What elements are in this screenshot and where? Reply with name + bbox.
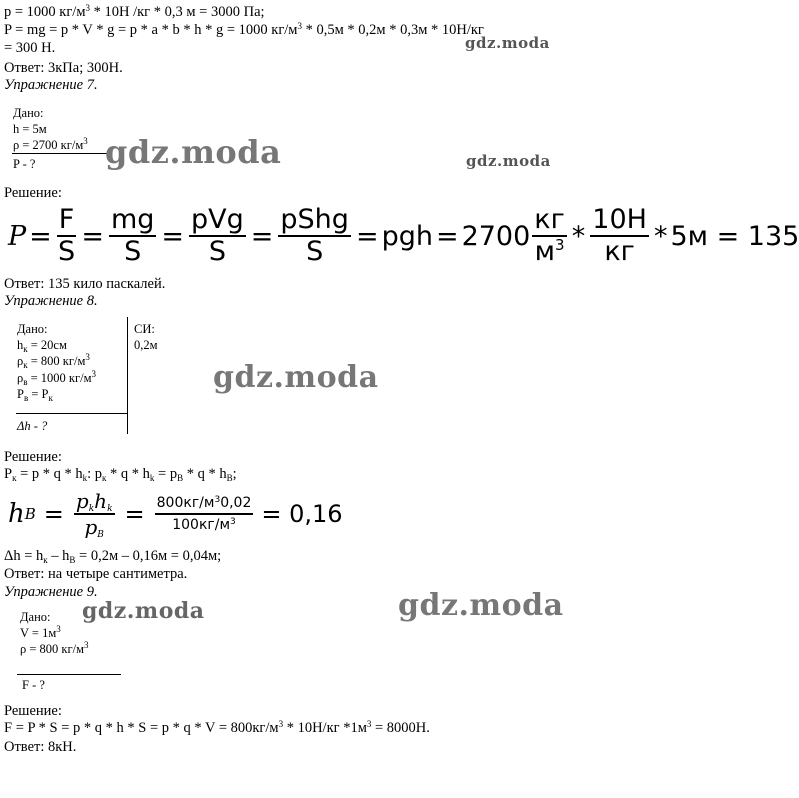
ex7-answer: Ответ: 135 кило паскалей.	[4, 276, 166, 292]
ex8-given-h: $h_к = 20см$	[17, 338, 67, 354]
ex8-si-value: 0,2м	[134, 338, 158, 352]
given-divider	[12, 153, 107, 154]
ex7-given-label: Дано:	[13, 106, 44, 120]
ex8-find: Δh - ?	[17, 419, 48, 433]
watermark: gdz.moda	[466, 152, 551, 170]
ex9-given-label: Дано:	[20, 610, 51, 624]
ex9-given-v: $V = 1м^3$	[20, 624, 61, 640]
ex9-title: Упражнение 9.	[4, 584, 98, 600]
ex8-title: Упражнение 8.	[4, 293, 98, 309]
ex8-eq1: $P_к = p * q * h_k$: $p_к * q * h_k = p_В * q * h_В$;	[4, 466, 237, 483]
watermark: gdz.moda	[398, 588, 564, 623]
watermark: gdz.moda	[105, 133, 282, 171]
ex7-title: Упражнение 7.	[4, 77, 98, 93]
watermark: gdz.moda	[82, 598, 205, 624]
ex7-formula: P = $\frac{F}{S}$ = $\frac{mg}{S}$ = pVg S = pShg S = pgh = 2700 кг $м^3$ * 10Н кг * 5м = 135	[8, 204, 799, 267]
ex6-line-3: = 300 Н.	[4, 40, 56, 56]
watermark: gdz.moda	[213, 360, 379, 395]
ex8-solution-label: Решение:	[4, 449, 62, 465]
ex7-given-h: h = 5м	[13, 122, 47, 136]
ex8-eq2: $\Delta h = h_к - h_В = 0,2м - 0,16м = 0,04м$;	[4, 548, 222, 565]
ex9-given-rho: ρ = 800 $кг/м^3$	[20, 640, 89, 656]
given-divider	[17, 674, 121, 675]
ex9-eq: $F = P * S = p * q * h * S = p * q * V = 800кг/м^3 * 10Н/кг$ $*1м^3 = 8000Н$.	[4, 719, 430, 736]
ex7-given-rho: ρ = 2700 $кг/м^3$	[13, 136, 88, 152]
ex6-line-2: P = mg = p * V * g = p * a * b * h * g = 1000 $кг/м^3 * 0,5м * 0,2м * 0,3м * 10Н/кг$	[4, 21, 484, 38]
si-divider	[127, 317, 128, 434]
ex8-given-rho-k: $\rho_к = 800$ $кг/м^3$	[17, 352, 90, 370]
ex9-answer: Ответ: 8кН.	[4, 739, 77, 755]
ex8-si-label: СИ:	[134, 322, 155, 336]
ex7-find: P - ?	[13, 157, 36, 171]
ex7-solution-label: Решение:	[4, 185, 62, 201]
ex8-given-p: $P_в = P_к$	[17, 387, 53, 403]
ex6-answer: Ответ: 3кПа; 300Н.	[4, 60, 123, 76]
ex6-line-1: p = 1000 $кг/м^3 * 10Н$ /кг * 0,3 м = 3000 Па;	[4, 3, 265, 20]
ex8-given-label: Дано:	[17, 322, 48, 336]
ex9-find: F - ?	[22, 678, 45, 692]
given-divider	[16, 413, 128, 414]
ex8-formula: h B = $p_kh_k$ $p_B$ = $800кг/м^30,02$ $100кг/м^3$ = 0,16	[8, 489, 343, 540]
watermark: gdz.moda	[465, 34, 550, 52]
ex8-given-rho-v: $\rho_в = 1000$ $кг/м^3$	[17, 369, 97, 387]
ex9-solution-label: Решение:	[4, 703, 62, 719]
ex8-answer: Ответ: на четыре сантиметра.	[4, 566, 188, 582]
